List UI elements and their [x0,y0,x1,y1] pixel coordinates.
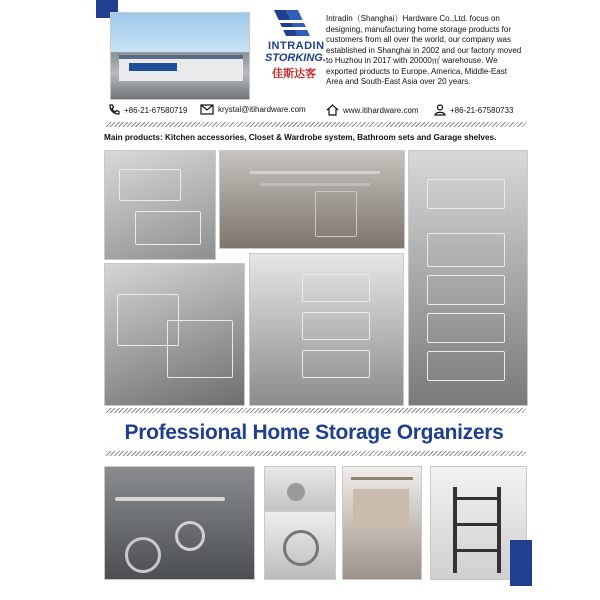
contact-phone-2 [434,104,513,116]
photo-corner-pullout-basket [104,263,245,406]
main-products-line: Main products: Kitchen accessories, Closet & Wardrobe system, Bathroom sets and Garage shelves. [104,133,497,142]
contact-email[interactable] [200,104,306,115]
email-text: krystal@itihardware.com [218,105,306,114]
contact-bar [108,104,528,118]
house-icon [326,104,339,116]
phone-2-text: +86-21-67580733 [450,105,514,115]
factory-sign [129,63,177,71]
divider-top [106,122,526,127]
phone-1-text: +86-21-67580719 [124,105,188,115]
corner-accent-bottom [510,540,532,586]
brand-name-chinese: 佳斯达客 [272,68,316,80]
contact-phone-1 [108,104,187,116]
photo-kitchen-rail-rack [219,150,405,249]
brand-name-storking: STORKING. [265,52,326,64]
person-icon [434,104,446,116]
photo-towel-ring [264,511,336,580]
photo-pantry-shelving-unit [408,150,528,406]
contact-website[interactable] [326,104,419,116]
company-logo [272,6,312,42]
divider-middle [106,408,526,413]
photo-tall-pullout-pantry [249,253,404,406]
photo-kitchen-drawer-basket [104,150,216,260]
phone-icon [108,104,120,116]
photo-wardrobe-closet [342,466,422,580]
company-intro: Intradin（Shanghai）Hardware Co.,Ltd. focus on designing, manufacturing home storage products for customers from all over the world, our company was established in Shanghai in 2002 and our factory moved to Huzhou in 2017 with 20000㎡ warehouse. We exported products to Europe, America, Middle-East Area and South-East Asia over 20 years. [326,14,522,86]
divider-bottom [106,451,526,456]
brand-name-intradin: INTRADIN [268,40,325,52]
envelope-icon [200,104,214,115]
headline: Professional Home Storage Organizers [124,421,504,444]
website-text: www.itihardware.com [343,105,419,115]
factory-photo [110,12,250,100]
photo-bathroom-accessory-set [104,466,255,580]
